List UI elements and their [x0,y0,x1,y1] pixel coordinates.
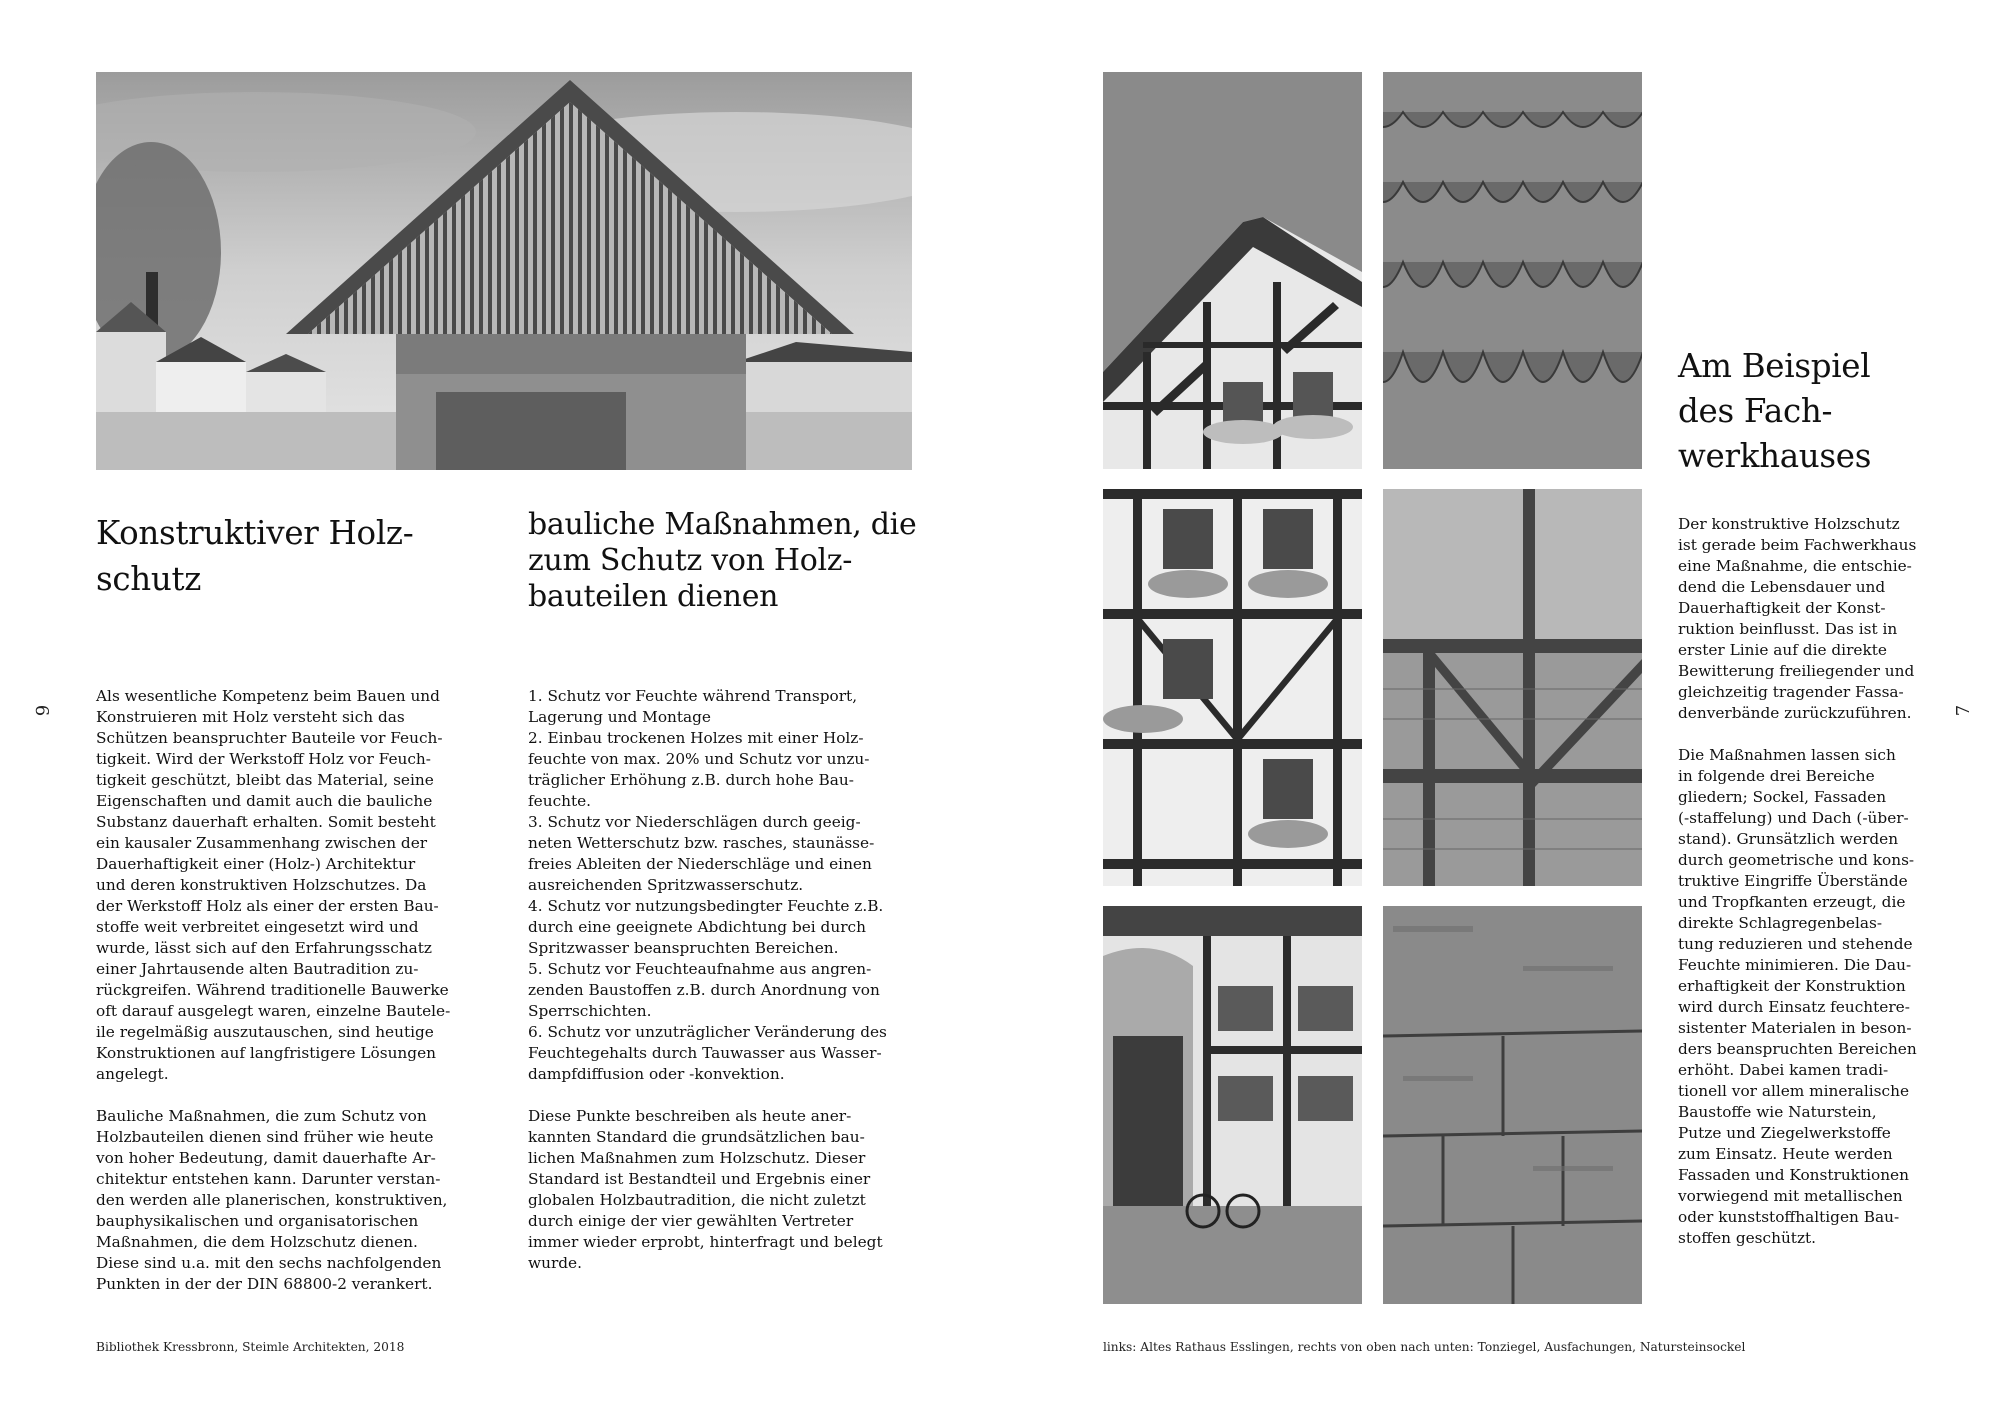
main-heading: Konstruktiver Holz- schutz [96,514,414,598]
subheading: bauliche Maßnahmen, die zum Schutz von Holz- bauteilen dienen [528,507,917,614]
right-para2: Die Maßnahmen lassen sich in folgende drei Bereiche gliedern; Sockel, Fassaden (-staffelung) und Dach (-über- stand). Grunsätzlich werden durch geometrische und kons- truktive Eingriffe Überstände und Tropfkanten erzeugt, die direkte Schlagregenbelas- tung reduzieren und stehende Feuchte minimieren. Die Dau- erhaftigkeit der Konstruktion wird durch Einsatz feuchtere- sistenter Materialen in beson- ders beanspruchten Bereichen erhöht. Dabei kamen tradi- tionell vor allem mineralische Baustoffe wie Naturstein, Putze und Ziegelwerkstoffe zum Einsatz. Heute werden Fassaden und Konstruktionen vorwiegend mit metallischen oder kunststoffhaltigen Bau- stoffen geschützt. [1678,746,1917,1247]
right-para1: Der konstruktive Holzschutz ist gerade beim Fachwerkhaus eine Maßnahme, die entschie- dend die Lebensdauer und Dauerhaftigkeit der Konst- ruktion beinflusst. Das ist in erster Linie auf die direkte Bewitterung freiliegender und gleichzeitig tragender Fassa- denverbände zurückzuführen. [1678,515,1917,722]
roof-tiles-photo [1383,72,1642,469]
page-number-right: 7 [1953,704,1975,717]
rathaus-photo-top [1103,72,1362,469]
column2-text [528,686,887,1274]
rathaus-photo-bottom [1103,906,1362,1304]
right-column-text [1678,514,1917,1249]
stone-base-photo [1383,906,1642,1304]
right-heading: Am Beispiel des Fach- werkhauses [1678,347,1872,475]
library-photo [96,72,912,470]
column1-para1: Als wesentliche Kompetenz beim Bauen und Konstruieren mit Holz versteht sich das Schützen beanspruchter Bauteile vor Feuch- tigkeit. Wird der Werkstoff Holz vor Feuch- tigkeit geschützt, bleibt das Material, seine Eigenschaften und damit auch die bauliche Substanz dauerhaft erhalten. Somit besteht ein kausaler Zusammenhang zwischen der Dauerhaftigkeit einer (Holz-) Architektur und deren konstruktiven Holzschutzes. Da der Werkstoff Holz als einer der ersten Bau- stoffe weit verbreitet eingesetzt wird und wurde, lässt sich auf den Erfahrungsschatz einer Jahrtausende alten Bautradition zu- rückgreifen. Während traditionelle Bauwerke oft darauf ausgelegt waren, einzelne Bautele- ile regelmäßig auszutauschen, sind heutige Konstruktionen auf langfristigere Lösungen angelegt. [96,687,451,1083]
caption-right: links: Altes Rathaus Esslingen, rechts von oben nach unten: Tonziegel, Ausfachungen, Natursteinsockel [1103,1340,1746,1354]
page-number-left: 6 [31,704,53,717]
caption-left: Bibliothek Kressbronn, Steimle Architekten, 2018 [96,1340,405,1354]
infill-photo [1383,489,1642,886]
column2-list: 1. Schutz vor Feuchte während Transport, Lagerung und Montage 2. Einbau trockenen Holzes mit einer Holz- feuchte von max. 20% und Schutz vor unzu- träglicher Erhöhung z.B. durch hohe Bau- feuchte. 3. Schutz vor Niederschlägen durch geeig- neten Wetterschutz bzw. rasches, staunässe- freies Ableiten der Niederschläge und einen ausreichenden Spritzwasserschutz. 4. Schutz vor nutzungsbedingter Feuchte z.B. durch eine geeignete Abdichtung bei durch Spritzwasser beanspruchten Bereichen. 5. Schutz vor Feuchteaufnahme aus angren- zenden Baustoffen z.B. durch Anordnung von Sperrschichten. 6. Schutz vor unzuträglicher Veränderung des Feuchtegehalts durch Tauwasser aus Wasser- dampfdiffusion oder -konvektion. [528,687,887,1083]
column1-para2: Bauliche Maßnahmen, die zum Schutz von Holzbauteilen dienen sind früher wie heute von hoher Bedeutung, damit dauerhafte Ar- chitektur entstehen kann. Darunter verstan- den werden alle planerischen, konstruktiven, bauphysikalischen und organisatorischen Maßnahmen, die dem Holzschutz dienen. Diese sind u.a. mit den sechs nachfolgenden Punkten in der der DIN 68800-2 verankert. [96,1107,448,1293]
column1-text [96,686,450,1295]
rathaus-photo-middle [1103,489,1362,886]
column2-para: Diese Punkte beschreiben als heute aner- kannten Standard die grundsätzlichen bau- lichen Maßnahmen zum Holzschutz. Dieser Standard ist Bestandteil und Ergebnis einer globalen Holzbautradition, die nicht zuletzt durch einige der vier gewählten Vertreter immer wieder erprobt, hinterfragt und belegt wurde. [528,1107,883,1272]
